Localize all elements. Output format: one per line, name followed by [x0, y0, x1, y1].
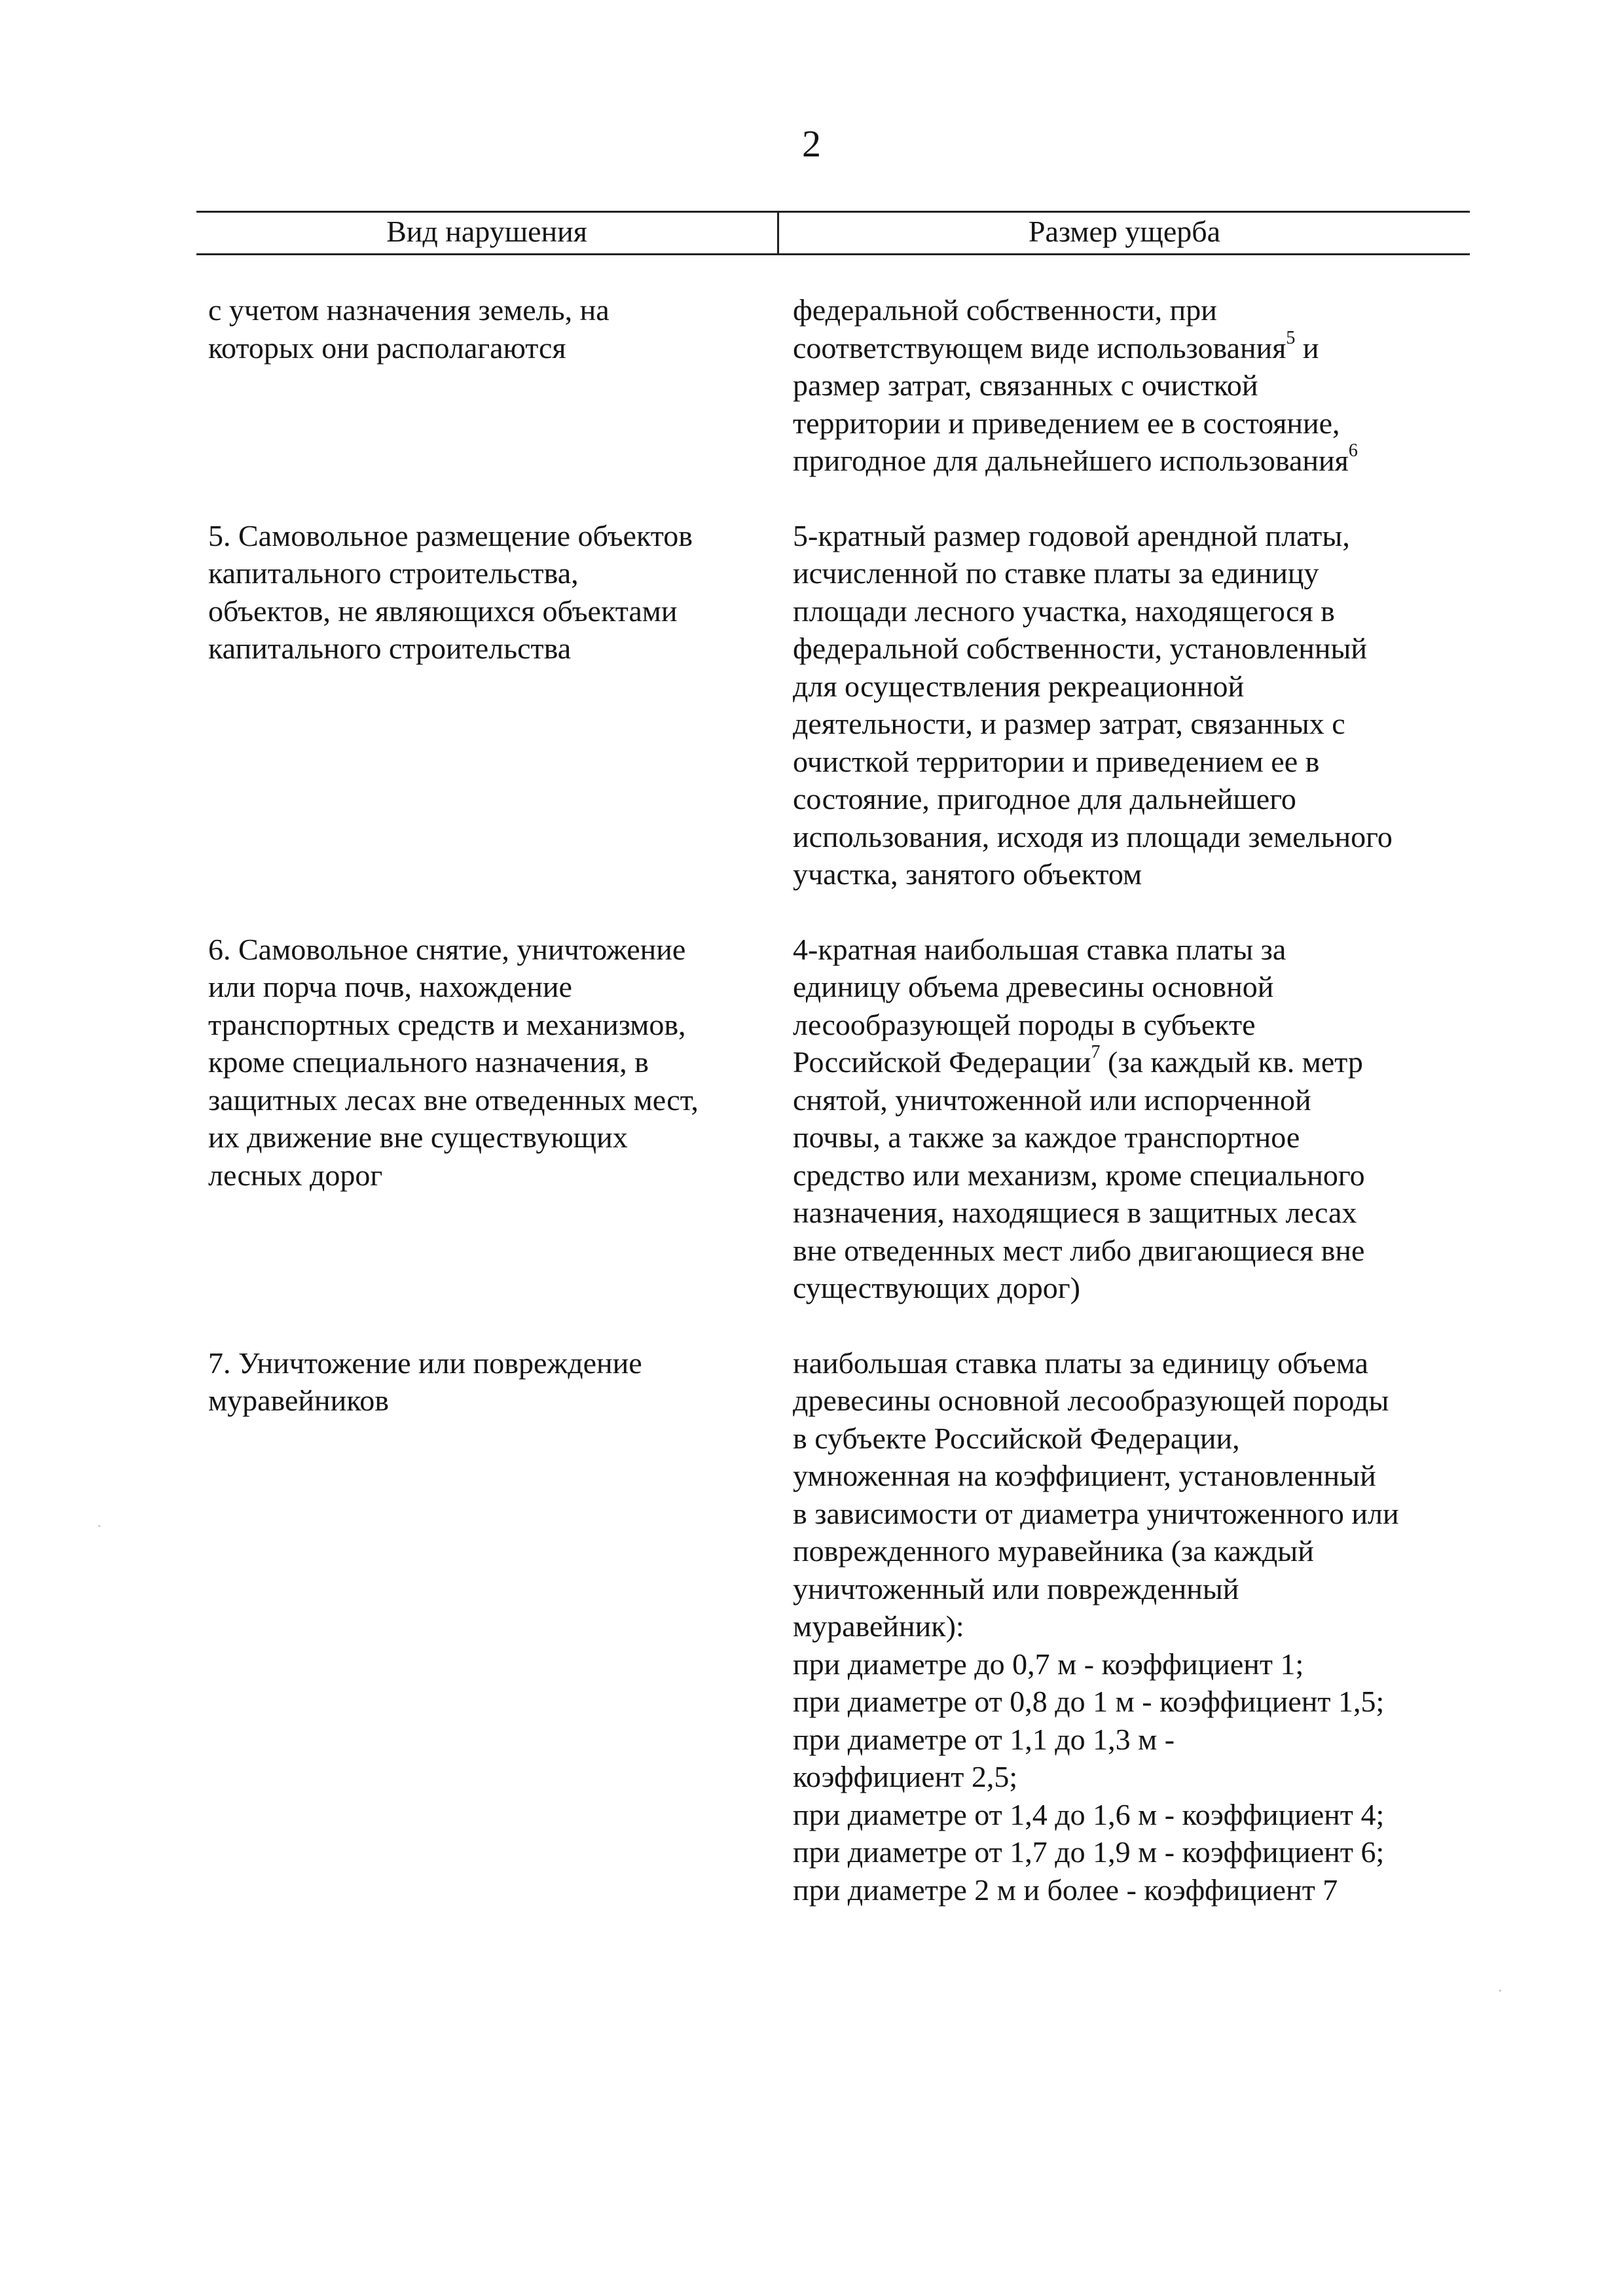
scan-speck [1499, 1990, 1501, 1992]
header-violation-type: Вид нарушения [196, 213, 779, 253]
footnote-ref: 5 [1286, 327, 1296, 348]
violation-cell: 6. Самовольное снятие, уничтожение или порча почв, нахождение транспортных средств и механизмов, кроме специального назначения, в защитных лесах вне отведенных мест, их движение вне существующих лесных дорог [208, 932, 699, 1192]
damage-text: федеральной собственности, при соответствующем виде использования [793, 293, 1286, 365]
violation-cell: 5. Самовольное размещение объектов капитального строительства, объектов, не являющихся объектами капитального строительства [208, 518, 693, 665]
damage-cell [793, 1344, 1467, 1909]
table-header [196, 211, 1470, 255]
damage-text: 5-кратный размер годовой арендной платы, исчисленной по ставке платы за единицу площади лесного участка, находящегося в федеральной собственности, установленный для осуществления рекреационной деятельности, и размер затрат, связанных с очисткой территории и приведением ее в состояние, пригодное для дальнейшего использования, исходя из площади земельного участка, занятого объектом [793, 518, 1393, 891]
table-row [208, 517, 1472, 893]
table-body [208, 291, 1472, 1946]
page-number: 2 [802, 122, 821, 165]
violation-cell: с учетом назначения земель, на которых они располагаются [208, 293, 610, 365]
violation-cell: 7. Уничтожение или повреждение муравейников [208, 1346, 642, 1417]
table-row [208, 291, 1472, 480]
footnote-ref: 6 [1348, 440, 1358, 461]
table-row [208, 931, 1472, 1307]
damage-cell [793, 517, 1467, 893]
damage-text: и размер затрат, связанных с очисткой территории и приведением ее в состояние, пригодное для дальнейшего использования [793, 331, 1349, 477]
scan-speck [98, 1525, 100, 1527]
damage-cell [793, 291, 1467, 480]
damage-text: (за каждый кв. метр снятой, уничтоженной или испорченной почвы, а также за каждое транспортное средство или механизм, кроме специального назначения, находящиеся в защитных лесах вне отведенных мест либо двигающиеся вне существующих дорог) [793, 1045, 1365, 1304]
damage-cell [793, 931, 1467, 1307]
footnote-ref: 7 [1091, 1042, 1101, 1062]
table-row [208, 1344, 1472, 1909]
damage-text: наибольшая ставка платы за единицу объема древесины основной лесообразующей породы в субъекте Российской Федерации, умноженная на коэффициент, установленный в зависимости от диаметра уничтоженного или поврежденного муравейника (за каждый уничтоженный или поврежденный муравейник): при диаметре до 0,7 м - коэффициент 1; при диаметре от 0,8 до 1 м - коэффициент 1,5; при диаметре от 1,1 до 1,3 м - коэффициент 2,5; при диаметре от 1,4 до 1,6 м - коэффициент 4; при диаметре от 1,7 до 1,9 м - коэффициент 6; при диаметре 2 м и более - коэффициент 7 [793, 1346, 1399, 1907]
header-damage-amount: Размер ущерба [1028, 215, 1221, 248]
damage-text: 4-кратная наибольшая ставка платы за единицу объема древесины основной лесообразующей породы в субъекте Российской Федерации [793, 932, 1286, 1079]
